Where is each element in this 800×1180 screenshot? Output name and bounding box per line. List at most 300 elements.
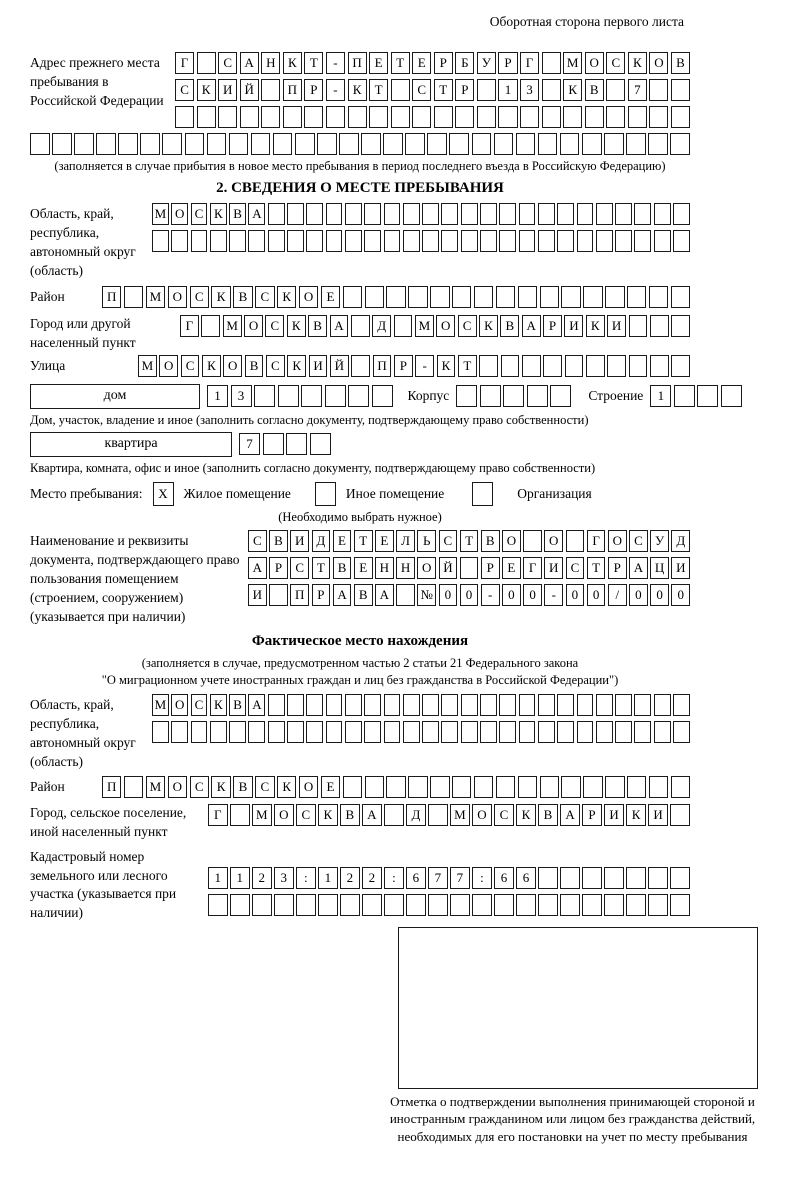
char-box[interactable]	[422, 230, 439, 252]
char-box[interactable]: 1	[208, 867, 228, 889]
char-box[interactable]	[283, 106, 302, 128]
char-box[interactable]	[628, 106, 647, 128]
char-box[interactable]	[615, 230, 632, 252]
char-box[interactable]	[615, 694, 632, 716]
char-box[interactable]: К	[277, 286, 296, 308]
char-box[interactable]	[673, 694, 690, 716]
char-box[interactable]: К	[626, 804, 646, 826]
char-box[interactable]	[422, 203, 439, 225]
char-box[interactable]	[248, 721, 265, 743]
char-box[interactable]: И	[607, 315, 626, 337]
char-box[interactable]	[582, 894, 602, 916]
char-box[interactable]	[461, 203, 478, 225]
char-box[interactable]: Ц	[650, 557, 669, 579]
house-type-box[interactable]: дом	[30, 384, 200, 409]
char-box[interactable]: И	[648, 804, 668, 826]
char-box[interactable]: К	[348, 79, 367, 101]
char-box[interactable]	[364, 721, 381, 743]
char-box[interactable]: С	[439, 530, 458, 552]
char-box[interactable]	[494, 894, 514, 916]
char-box[interactable]: С	[494, 804, 514, 826]
char-box[interactable]: С	[255, 286, 274, 308]
char-box[interactable]	[626, 867, 646, 889]
place-option-other-checkbox[interactable]	[315, 482, 336, 506]
char-box[interactable]: -	[326, 79, 345, 101]
char-box[interactable]: С	[265, 315, 284, 337]
char-box[interactable]	[152, 721, 169, 743]
char-box[interactable]: В	[481, 530, 500, 552]
char-box[interactable]	[586, 355, 605, 377]
char-box[interactable]: Р	[312, 584, 331, 606]
char-box[interactable]: Р	[608, 557, 627, 579]
char-box[interactable]: П	[348, 52, 367, 74]
char-box[interactable]	[542, 79, 561, 101]
char-box[interactable]: С	[566, 557, 585, 579]
char-box[interactable]	[287, 694, 304, 716]
char-box[interactable]: У	[477, 52, 496, 74]
char-box[interactable]: Т	[587, 557, 606, 579]
char-box[interactable]	[268, 230, 285, 252]
char-box[interactable]	[124, 286, 143, 308]
char-box[interactable]	[596, 203, 613, 225]
char-box[interactable]	[604, 867, 624, 889]
char-box[interactable]: 7	[428, 867, 448, 889]
char-box[interactable]	[561, 776, 580, 798]
char-box[interactable]	[671, 776, 690, 798]
char-box[interactable]	[649, 286, 668, 308]
char-box[interactable]: №	[417, 584, 436, 606]
char-box[interactable]	[607, 355, 626, 377]
char-box[interactable]	[648, 867, 668, 889]
char-box[interactable]	[561, 286, 580, 308]
char-box[interactable]	[596, 230, 613, 252]
char-box[interactable]: А	[333, 584, 352, 606]
char-box[interactable]	[671, 315, 690, 337]
char-box[interactable]	[563, 106, 582, 128]
char-box[interactable]	[384, 694, 401, 716]
char-box[interactable]	[427, 133, 447, 155]
char-box[interactable]: :	[472, 867, 492, 889]
char-box[interactable]	[557, 203, 574, 225]
char-box[interactable]: -	[326, 52, 345, 74]
char-box[interactable]	[210, 721, 227, 743]
char-box[interactable]	[343, 286, 362, 308]
char-box[interactable]	[499, 721, 516, 743]
char-box[interactable]	[251, 133, 271, 155]
char-box[interactable]	[171, 230, 188, 252]
char-box[interactable]	[670, 133, 690, 155]
char-box[interactable]	[519, 721, 536, 743]
char-box[interactable]	[240, 106, 259, 128]
char-box[interactable]: Д	[372, 315, 391, 337]
char-box[interactable]	[461, 230, 478, 252]
char-box[interactable]	[287, 230, 304, 252]
char-box[interactable]: А	[240, 52, 259, 74]
char-box[interactable]	[365, 286, 384, 308]
char-box[interactable]	[499, 694, 516, 716]
char-box[interactable]	[261, 79, 280, 101]
char-box[interactable]: У	[650, 530, 669, 552]
char-box[interactable]: Й	[439, 557, 458, 579]
char-box[interactable]	[474, 776, 493, 798]
char-box[interactable]	[304, 106, 323, 128]
char-box[interactable]: 1	[230, 867, 250, 889]
char-box[interactable]	[499, 230, 516, 252]
char-box[interactable]: О	[472, 804, 492, 826]
char-box[interactable]: О	[417, 557, 436, 579]
char-box[interactable]	[340, 894, 360, 916]
char-box[interactable]	[634, 230, 651, 252]
char-box[interactable]	[522, 355, 541, 377]
char-box[interactable]	[403, 230, 420, 252]
char-box[interactable]	[697, 385, 718, 407]
char-box[interactable]: Г	[520, 52, 539, 74]
char-box[interactable]	[405, 133, 425, 155]
char-box[interactable]	[498, 106, 517, 128]
char-box[interactable]	[210, 230, 227, 252]
char-box[interactable]: 1	[498, 79, 517, 101]
char-box[interactable]	[403, 694, 420, 716]
char-box[interactable]	[654, 203, 671, 225]
char-box[interactable]: 0	[650, 584, 669, 606]
char-box[interactable]	[456, 385, 477, 407]
char-box[interactable]	[208, 894, 228, 916]
char-box[interactable]	[649, 776, 668, 798]
char-box[interactable]	[310, 433, 331, 455]
char-box[interactable]	[372, 385, 393, 407]
char-box[interactable]	[582, 133, 602, 155]
char-box[interactable]: М	[563, 52, 582, 74]
char-box[interactable]	[361, 133, 381, 155]
char-box[interactable]: С	[629, 530, 648, 552]
char-box[interactable]: 6	[406, 867, 426, 889]
char-box[interactable]: Д	[671, 530, 690, 552]
char-box[interactable]: О	[168, 286, 187, 308]
place-option-residential-checkbox[interactable]: X	[153, 482, 174, 506]
char-box[interactable]	[384, 203, 401, 225]
char-box[interactable]: К	[628, 52, 647, 74]
char-box[interactable]: С	[218, 52, 237, 74]
char-box[interactable]	[538, 867, 558, 889]
char-box[interactable]: А	[362, 804, 382, 826]
char-box[interactable]: К	[210, 203, 227, 225]
char-box[interactable]: А	[375, 584, 394, 606]
char-box[interactable]: 7	[450, 867, 470, 889]
char-box[interactable]	[261, 106, 280, 128]
char-box[interactable]	[460, 557, 479, 579]
char-box[interactable]	[152, 230, 169, 252]
char-box[interactable]	[542, 106, 561, 128]
char-box[interactable]: 6	[494, 867, 514, 889]
char-box[interactable]	[348, 385, 369, 407]
char-box[interactable]: С	[175, 79, 194, 101]
char-box[interactable]	[670, 894, 690, 916]
char-box[interactable]	[268, 694, 285, 716]
char-box[interactable]: С	[296, 804, 316, 826]
char-box[interactable]: О	[168, 776, 187, 798]
char-box[interactable]: С	[412, 79, 431, 101]
char-box[interactable]: Т	[369, 79, 388, 101]
char-box[interactable]	[480, 230, 497, 252]
char-box[interactable]	[626, 133, 646, 155]
char-box[interactable]: В	[585, 79, 604, 101]
char-box[interactable]: Г	[208, 804, 228, 826]
char-box[interactable]: М	[450, 804, 470, 826]
char-box[interactable]	[674, 385, 695, 407]
char-box[interactable]: О	[299, 286, 318, 308]
char-box[interactable]	[306, 694, 323, 716]
char-box[interactable]	[185, 133, 205, 155]
char-box[interactable]: 7	[628, 79, 647, 101]
char-box[interactable]: В	[233, 286, 252, 308]
char-box[interactable]	[604, 133, 624, 155]
char-box[interactable]: 2	[252, 867, 272, 889]
char-box[interactable]	[422, 694, 439, 716]
char-box[interactable]	[472, 133, 492, 155]
char-box[interactable]: О	[299, 776, 318, 798]
char-box[interactable]	[520, 106, 539, 128]
char-box[interactable]	[441, 230, 458, 252]
char-box[interactable]	[566, 530, 585, 552]
char-box[interactable]	[384, 804, 404, 826]
char-box[interactable]	[384, 894, 404, 916]
char-box[interactable]	[627, 776, 646, 798]
char-box[interactable]: 3	[231, 385, 252, 407]
char-box[interactable]: 0	[587, 584, 606, 606]
char-box[interactable]	[268, 203, 285, 225]
char-box[interactable]: С	[191, 203, 208, 225]
char-box[interactable]	[582, 867, 602, 889]
char-box[interactable]	[560, 133, 580, 155]
char-box[interactable]: Е	[375, 530, 394, 552]
char-box[interactable]: А	[522, 315, 541, 337]
char-box[interactable]: С	[458, 315, 477, 337]
char-box[interactable]	[263, 433, 284, 455]
char-box[interactable]	[673, 721, 690, 743]
char-box[interactable]: П	[283, 79, 302, 101]
char-box[interactable]	[230, 804, 250, 826]
char-box[interactable]: Н	[375, 557, 394, 579]
char-box[interactable]	[412, 106, 431, 128]
char-box[interactable]: Г	[180, 315, 199, 337]
char-box[interactable]	[540, 286, 559, 308]
char-box[interactable]: С	[190, 776, 209, 798]
char-box[interactable]: Г	[587, 530, 606, 552]
char-box[interactable]	[671, 286, 690, 308]
char-box[interactable]	[452, 776, 471, 798]
char-box[interactable]	[615, 203, 632, 225]
char-box[interactable]: А	[560, 804, 580, 826]
char-box[interactable]	[543, 355, 562, 377]
char-box[interactable]: К	[211, 286, 230, 308]
char-box[interactable]: И	[218, 79, 237, 101]
char-box[interactable]: Р	[394, 355, 413, 377]
char-box[interactable]: В	[233, 776, 252, 798]
char-box[interactable]: К	[197, 79, 216, 101]
char-box[interactable]	[673, 203, 690, 225]
char-box[interactable]: М	[223, 315, 242, 337]
char-box[interactable]	[461, 721, 478, 743]
char-box[interactable]	[480, 721, 497, 743]
char-box[interactable]: 7	[239, 433, 260, 455]
char-box[interactable]	[496, 286, 515, 308]
char-box[interactable]	[519, 230, 536, 252]
char-box[interactable]: Г	[523, 557, 542, 579]
char-box[interactable]	[274, 894, 294, 916]
char-box[interactable]	[480, 203, 497, 225]
char-box[interactable]: -	[415, 355, 434, 377]
char-box[interactable]	[518, 776, 537, 798]
char-box[interactable]	[391, 106, 410, 128]
char-box[interactable]	[629, 355, 648, 377]
char-box[interactable]	[269, 584, 288, 606]
char-box[interactable]: М	[138, 355, 157, 377]
char-box[interactable]	[477, 106, 496, 128]
char-box[interactable]	[362, 894, 382, 916]
char-box[interactable]	[650, 315, 669, 337]
char-box[interactable]	[455, 106, 474, 128]
char-box[interactable]: 0	[460, 584, 479, 606]
char-box[interactable]	[384, 721, 401, 743]
char-box[interactable]: Ь	[417, 530, 436, 552]
char-box[interactable]	[326, 203, 343, 225]
char-box[interactable]	[383, 133, 403, 155]
char-box[interactable]	[218, 106, 237, 128]
char-box[interactable]: К	[586, 315, 605, 337]
char-box[interactable]	[605, 776, 624, 798]
char-box[interactable]: О	[544, 530, 563, 552]
char-box[interactable]	[565, 355, 584, 377]
char-box[interactable]	[273, 133, 293, 155]
char-box[interactable]	[339, 133, 359, 155]
char-box[interactable]	[351, 355, 370, 377]
char-box[interactable]	[286, 433, 307, 455]
char-box[interactable]	[560, 894, 580, 916]
char-box[interactable]: 6	[516, 867, 536, 889]
char-box[interactable]	[474, 286, 493, 308]
char-box[interactable]: А	[248, 694, 265, 716]
char-box[interactable]	[499, 203, 516, 225]
char-box[interactable]	[538, 230, 555, 252]
char-box[interactable]	[403, 721, 420, 743]
char-box[interactable]	[503, 385, 524, 407]
char-box[interactable]: 2	[340, 867, 360, 889]
char-box[interactable]: К	[479, 315, 498, 337]
char-box[interactable]	[577, 230, 594, 252]
char-box[interactable]: М	[146, 776, 165, 798]
char-box[interactable]: О	[502, 530, 521, 552]
char-box[interactable]: О	[171, 694, 188, 716]
char-box[interactable]	[671, 106, 690, 128]
char-box[interactable]	[369, 106, 388, 128]
char-box[interactable]: И	[671, 557, 690, 579]
char-box[interactable]	[351, 315, 370, 337]
char-box[interactable]	[171, 721, 188, 743]
char-box[interactable]	[670, 804, 690, 826]
char-box[interactable]: Е	[321, 286, 340, 308]
char-box[interactable]: А	[248, 557, 267, 579]
char-box[interactable]: О	[223, 355, 242, 377]
char-box[interactable]	[516, 894, 536, 916]
char-box[interactable]: Й	[330, 355, 349, 377]
char-box[interactable]	[229, 230, 246, 252]
char-box[interactable]	[649, 79, 668, 101]
char-box[interactable]: Н	[396, 557, 415, 579]
char-box[interactable]: В	[245, 355, 264, 377]
char-box[interactable]	[450, 894, 470, 916]
char-box[interactable]: В	[340, 804, 360, 826]
char-box[interactable]: К	[210, 694, 227, 716]
char-box[interactable]	[124, 776, 143, 798]
char-box[interactable]: 3	[274, 867, 294, 889]
char-box[interactable]: М	[146, 286, 165, 308]
char-box[interactable]: К	[437, 355, 456, 377]
char-box[interactable]: М	[252, 804, 272, 826]
char-box[interactable]	[345, 721, 362, 743]
char-box[interactable]	[527, 385, 548, 407]
char-box[interactable]: :	[296, 867, 316, 889]
char-box[interactable]	[365, 776, 384, 798]
flat-type-box[interactable]: квартира	[30, 432, 232, 457]
char-box[interactable]	[604, 894, 624, 916]
char-box[interactable]	[396, 584, 415, 606]
char-box[interactable]	[394, 315, 413, 337]
char-box[interactable]: С	[266, 355, 285, 377]
char-box[interactable]	[583, 286, 602, 308]
char-box[interactable]	[606, 106, 625, 128]
char-box[interactable]: О	[244, 315, 263, 337]
char-box[interactable]: Е	[412, 52, 431, 74]
char-box[interactable]: Б	[455, 52, 474, 74]
char-box[interactable]	[30, 133, 50, 155]
char-box[interactable]	[654, 694, 671, 716]
char-box[interactable]	[306, 721, 323, 743]
char-box[interactable]	[557, 230, 574, 252]
char-box[interactable]	[318, 894, 338, 916]
char-box[interactable]	[74, 133, 94, 155]
char-box[interactable]: А	[629, 557, 648, 579]
char-box[interactable]: К	[287, 355, 306, 377]
char-box[interactable]	[364, 203, 381, 225]
char-box[interactable]: Е	[321, 776, 340, 798]
char-box[interactable]: 0	[439, 584, 458, 606]
char-box[interactable]: Р	[455, 79, 474, 101]
char-box[interactable]	[472, 894, 492, 916]
char-box[interactable]	[605, 286, 624, 308]
char-box[interactable]: Е	[354, 557, 373, 579]
char-box[interactable]	[301, 385, 322, 407]
char-box[interactable]	[627, 286, 646, 308]
char-box[interactable]: 3	[520, 79, 539, 101]
char-box[interactable]	[518, 286, 537, 308]
char-box[interactable]: В	[333, 557, 352, 579]
char-box[interactable]: Й	[240, 79, 259, 101]
char-box[interactable]: Т	[304, 52, 323, 74]
char-box[interactable]	[648, 894, 668, 916]
char-box[interactable]: Н	[261, 52, 280, 74]
char-box[interactable]: Л	[396, 530, 415, 552]
char-box[interactable]: Т	[391, 52, 410, 74]
char-box[interactable]: С	[290, 557, 309, 579]
char-box[interactable]	[406, 894, 426, 916]
char-box[interactable]	[615, 721, 632, 743]
char-box[interactable]: В	[354, 584, 373, 606]
char-box[interactable]: -	[481, 584, 500, 606]
char-box[interactable]	[408, 776, 427, 798]
char-box[interactable]: С	[248, 530, 267, 552]
char-box[interactable]: С	[255, 776, 274, 798]
char-box[interactable]	[673, 230, 690, 252]
